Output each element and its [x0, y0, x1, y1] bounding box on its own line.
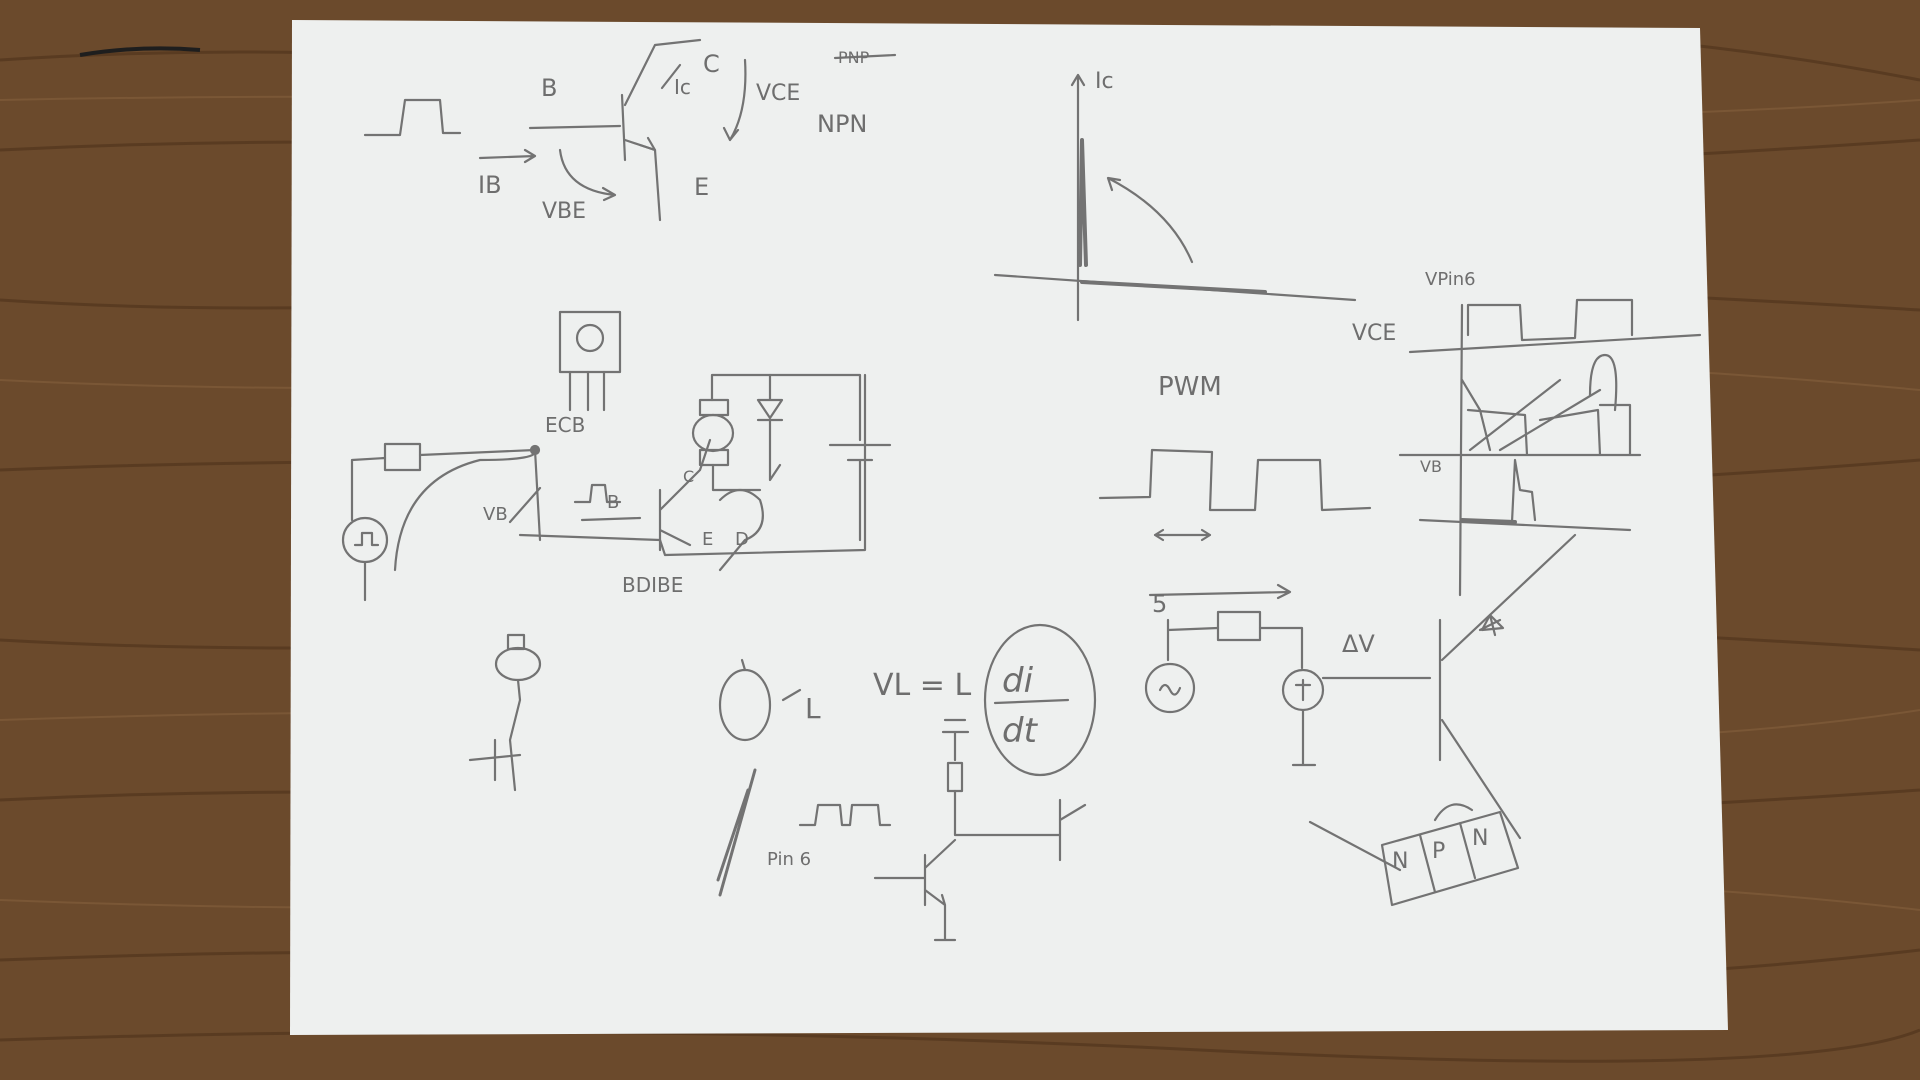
- label-formula-vl: VL = L: [873, 668, 972, 703]
- label-vpin6: VPin6: [1425, 269, 1476, 290]
- label-vb: VB: [483, 504, 508, 525]
- label-l: L: [805, 692, 821, 725]
- label-graph-ic: Ic: [1095, 69, 1114, 94]
- label-p: P: [1432, 839, 1446, 864]
- label-ic-top: Ic: [674, 75, 691, 99]
- label-pins: ECB: [545, 413, 586, 437]
- label-pin-order: BDIBE: [622, 573, 684, 597]
- label-npn: NPN: [817, 110, 868, 138]
- junction-dot: [531, 446, 539, 454]
- label-d-pin: D: [735, 529, 749, 550]
- label-n1: N: [1392, 849, 1409, 874]
- label-c-pin: C: [683, 467, 695, 486]
- label-ib: IB: [478, 171, 502, 199]
- label-formula-num: di: [1002, 661, 1034, 701]
- label-pwm: PWM: [1158, 372, 1222, 402]
- label-struck-pnp: PNP: [838, 48, 870, 67]
- label-five: 5: [1152, 590, 1168, 618]
- label-n2: N: [1472, 826, 1489, 851]
- label-dv: ΔV: [1342, 630, 1375, 658]
- label-pulse-b: B: [607, 492, 620, 513]
- label-vbe: VBE: [542, 199, 587, 224]
- label-v-b: VB: [1420, 457, 1442, 476]
- label-formula-den: dt: [1002, 711, 1037, 751]
- label-c: C: [703, 50, 720, 78]
- label-pin6: Pin 6: [767, 849, 812, 870]
- label-vce-top: VCE: [756, 81, 801, 106]
- label-e: E: [694, 173, 710, 201]
- label-b: B: [541, 74, 558, 102]
- paper-sheet: [290, 20, 1728, 1035]
- ve-strong: [1462, 520, 1515, 522]
- label-e-pin: E: [702, 529, 714, 550]
- label-graph-vce: VCE: [1352, 321, 1397, 346]
